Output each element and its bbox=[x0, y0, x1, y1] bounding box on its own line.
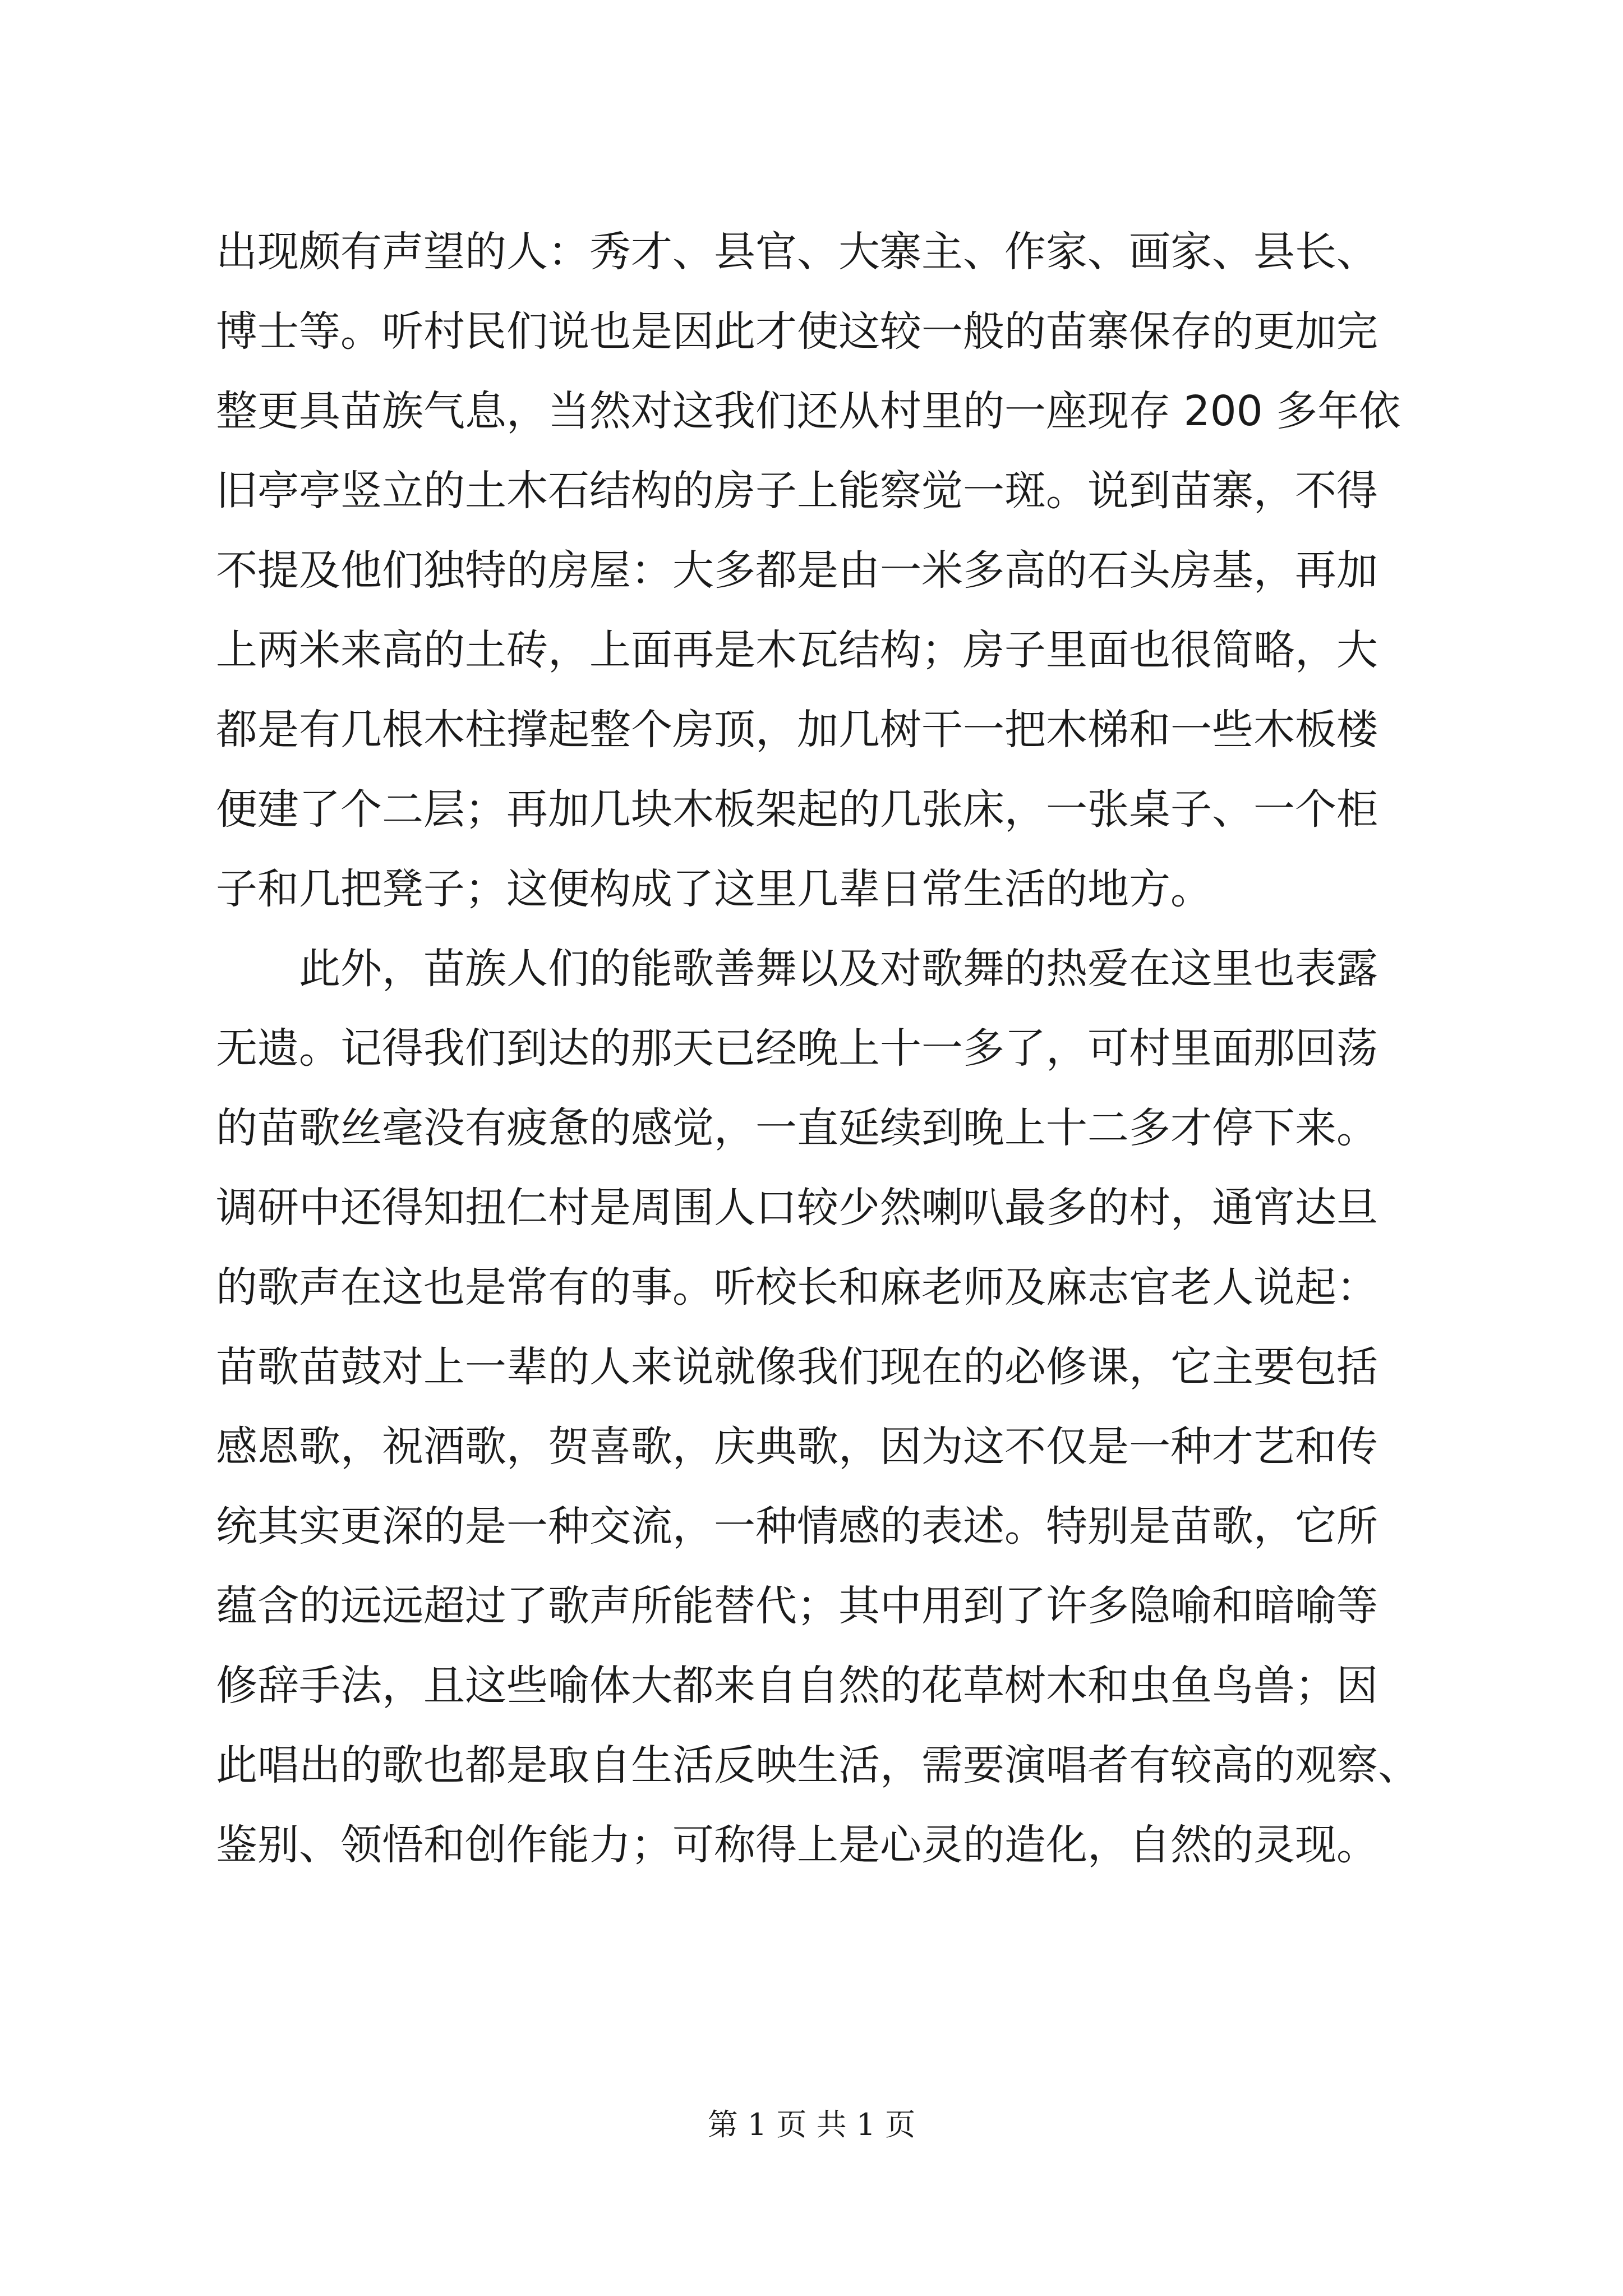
text-line: 旧亭亭竖立的土木石结构的房子上能察觉一斑。说到苗寨，不得 bbox=[216, 467, 1378, 515]
text-line: 不提及他们独特的房屋：大多都是由一米多高的石头房基，再加 bbox=[216, 546, 1378, 595]
text-line: 出现颇有声望的人：秀才、县官、大寨主、作家、画家、县长、 bbox=[216, 228, 1378, 276]
text-line: 调研中还得知扭仁村是周围人口较少然喇叭最多的村，通宵达旦 bbox=[216, 1184, 1378, 1232]
text-line: 感恩歌，祝酒歌，贺喜歌，庆典歌，因为这不仅是一种才艺和传 bbox=[216, 1423, 1378, 1471]
text-line: 修辞手法，且这些喻体大都来自自然的花草树木和虫鱼鸟兽；因 bbox=[216, 1662, 1378, 1710]
text-line: 苗歌苗鼓对上一辈的人来说就像我们现在的必修课，它主要包括 bbox=[216, 1343, 1378, 1391]
text-line: 鉴别、领悟和创作能力；可称得上是心灵的造化，自然的灵现。 bbox=[216, 1821, 1378, 1869]
text-line: 的歌声在这也是常有的事。听校长和麻老师及麻志官老人说起： bbox=[216, 1263, 1378, 1312]
text-line: 便建了个二层；再加几块木板架起的几张床，一张桌子、一个柜 bbox=[216, 785, 1378, 834]
text-line: 博士等。听村民们说也是因此才使这较一般的苗寨保存的更加完 bbox=[216, 307, 1378, 356]
page-footer: 第 1 页 共 1 页 bbox=[707, 2107, 916, 2142]
text-line: 无遗。记得我们到达的那天已经晚上十一多了，可村里面那回荡 bbox=[216, 1024, 1378, 1073]
text-line: 蕴含的远远超过了歌声所能替代；其中用到了许多隐喻和暗喻等 bbox=[216, 1582, 1378, 1630]
text-line: 都是有几根木柱撑起整个房顶，加几树干一把木梯和一些木板楼 bbox=[216, 706, 1378, 754]
text-line: 的苗歌丝毫没有疲惫的感觉，一直延续到晚上十二多才停下来。 bbox=[216, 1104, 1378, 1152]
body-text bbox=[216, 212, 1427, 1885]
text-line: 统其实更深的是一种交流，一种情感的表述。特别是苗歌，它所 bbox=[216, 1502, 1378, 1550]
text-line: 此外，苗族人们的能歌善舞以及对歌舞的热爱在这里也表露 bbox=[216, 945, 1378, 993]
text-line: 整更具苗族气息，当然对这我们还从村里的一座现存 200 多年依 bbox=[216, 387, 1401, 435]
text-line: 此唱出的歌也都是取自生活反映生活，需要演唱者有较高的观察、 bbox=[216, 1741, 1419, 1789]
text-line: 子和几把凳子；这便构成了这里几辈日常生活的地方。 bbox=[216, 865, 1212, 913]
text-line: 上两米来高的土砖，上面再是木瓦结构；房子里面也很简略，大 bbox=[216, 626, 1378, 674]
